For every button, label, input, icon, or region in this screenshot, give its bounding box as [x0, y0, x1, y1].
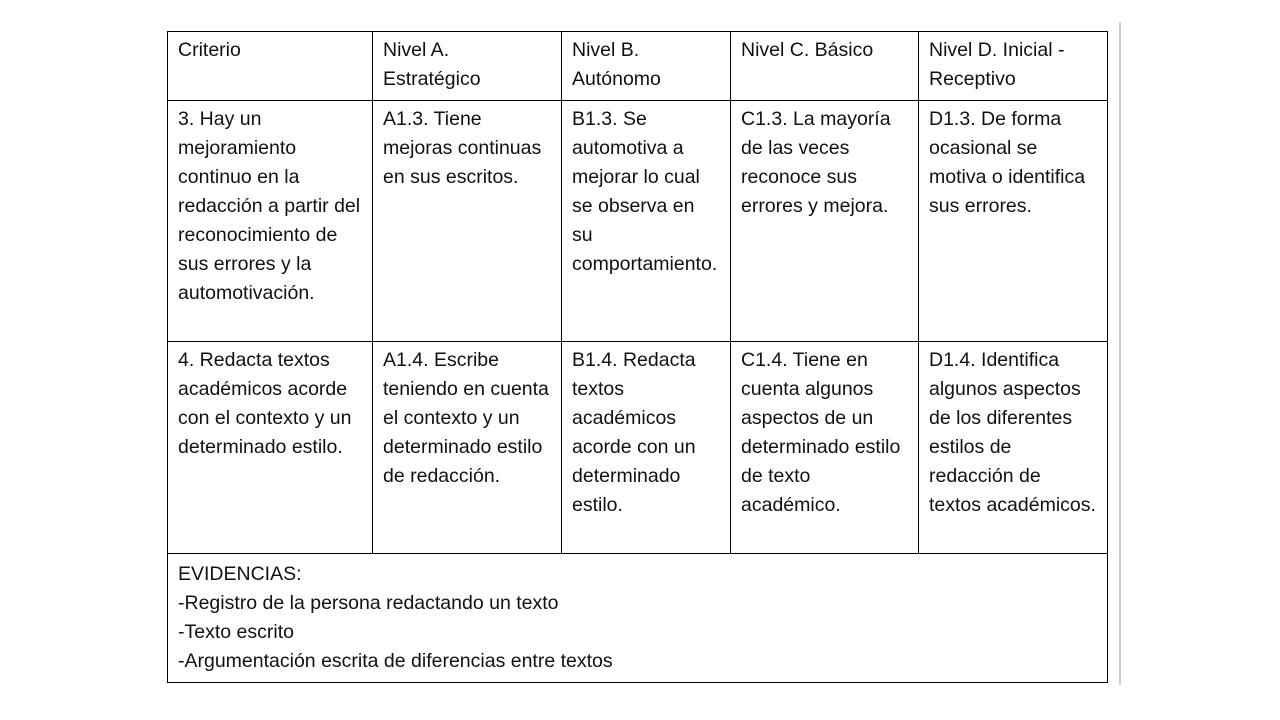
evidencia-item: -Registro de la persona redactando un texto — [178, 592, 559, 614]
header-row — [168, 32, 1108, 101]
nivel-a-cell: A1.4. Escribe teniendo en cuenta el contexto y un determinado estilo de redacción. — [373, 342, 562, 554]
rubric-table — [167, 31, 1108, 683]
slide-right-border — [1119, 22, 1121, 685]
header-nivel-a: Nivel A. Estratégico — [373, 32, 562, 101]
nivel-c-cell: C1.4. Tiene en cuenta algunos aspectos de un determinado estilo de texto académico. — [731, 342, 919, 554]
criterio-cell: 4. Redacta textos académicos acorde con el contexto y un determinado estilo. — [168, 342, 373, 554]
criterio-cell: 3. Hay un mejoramiento continuo en la redacción a partir del reconocimiento de sus errores y la automotivación. — [168, 101, 373, 342]
evidencia-item: -Argumentación escrita de diferencias entre textos — [178, 650, 613, 672]
evidencias-title: EVIDENCIAS: — [178, 563, 302, 585]
header-nivel-d: Nivel D. Inicial - Receptivo — [919, 32, 1108, 101]
header-nivel-c: Nivel C. Básico — [731, 32, 919, 101]
nivel-d-cell: D1.3. De forma ocasional se motiva o identifica sus errores. — [919, 101, 1108, 342]
nivel-a-cell: A1.3. Tiene mejoras continuas en sus escritos. — [373, 101, 562, 342]
table-row — [168, 342, 1108, 554]
evidencias-row — [168, 554, 1108, 683]
evidencia-item: -Texto escrito — [178, 621, 294, 643]
header-nivel-b: Nivel B. Autónomo — [562, 32, 731, 101]
evidencias-cell — [168, 554, 1108, 683]
nivel-c-cell: C1.3. La mayoría de las veces reconoce sus errores y mejora. — [731, 101, 919, 342]
nivel-b-cell: B1.4. Redacta textos académicos acorde con un determinado estilo. — [562, 342, 731, 554]
nivel-d-cell: D1.4. Identifica algunos aspectos de los diferentes estilos de redacción de textos académicos. — [919, 342, 1108, 554]
nivel-b-cell: B1.3. Se automotiva a mejorar lo cual se observa en su comportamiento. — [562, 101, 731, 342]
header-criterio: Criterio — [168, 32, 373, 101]
table-row — [168, 101, 1108, 342]
